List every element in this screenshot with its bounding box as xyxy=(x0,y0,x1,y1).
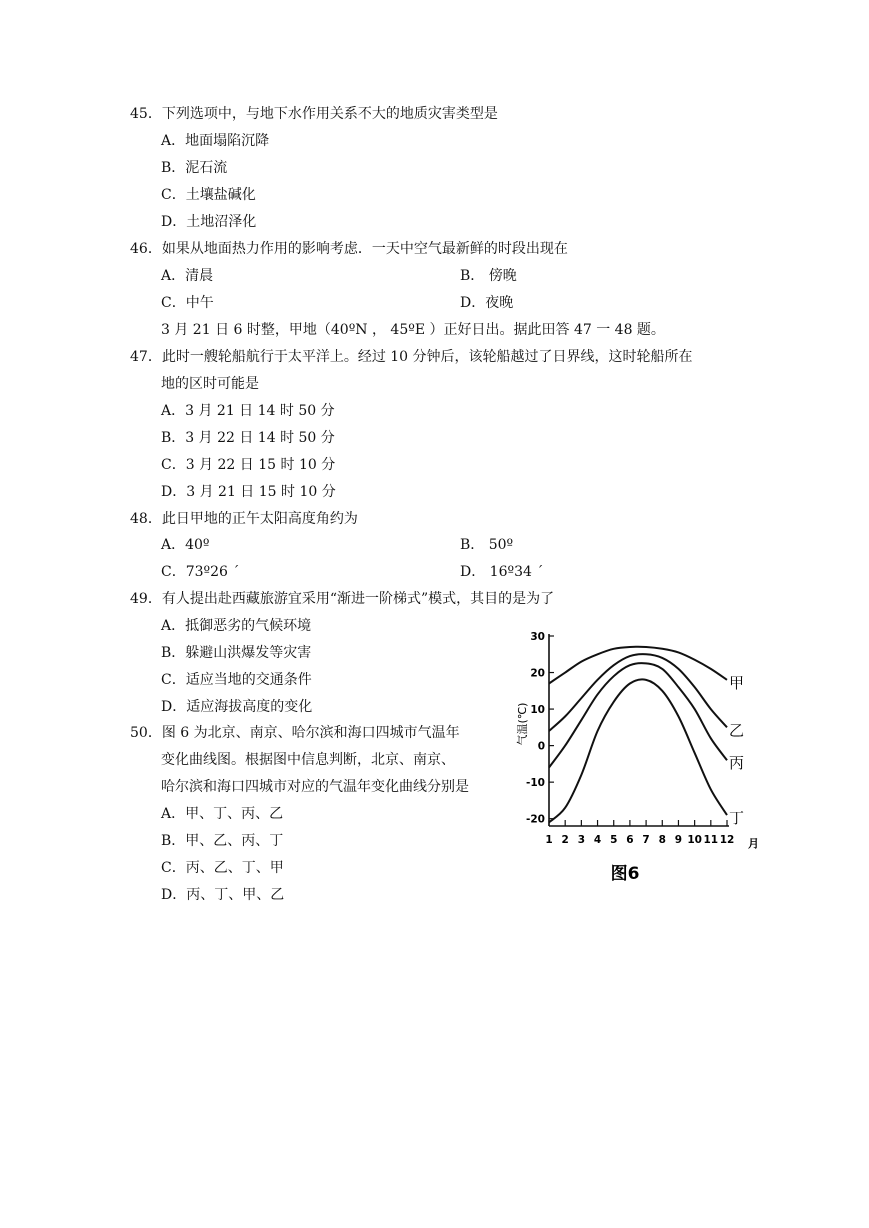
series-label-3: 丙 xyxy=(729,754,745,773)
x-tick-label: 12 xyxy=(719,834,735,846)
intro-47-48: 3 月 21 日 6 时整，甲地（40ºN ， 45ºE ）正好日出。据此田答 47 一 48 题。 xyxy=(161,322,665,338)
q45-option-d: D．土地沼泽化 xyxy=(161,214,257,230)
series-label-1: 甲 xyxy=(729,673,745,692)
x-tick-label: 5 xyxy=(610,834,618,846)
q50-option-a: A．甲、丁、丙、乙 xyxy=(161,806,284,822)
x-axis-unit: 月 xyxy=(748,837,759,850)
q46-stem: 46．如果从地面热力作用的影响考虑．一天中空气最新鲜的时段出现在 xyxy=(130,241,568,257)
q45-option-b: B．泥石流 xyxy=(161,160,228,176)
q46-option-d: D．夜晚 xyxy=(460,295,514,311)
y-axis-label: 气温(℃) xyxy=(516,702,529,746)
q46-option-b: B． 傍晚 xyxy=(460,268,517,284)
x-tick-label: 11 xyxy=(703,834,719,846)
q46-option-a: A．清晨 xyxy=(161,268,214,284)
x-tick-label: 6 xyxy=(626,834,634,846)
q47-option-d: D．3 月 21 日 15 时 10 分 xyxy=(161,484,336,500)
x-tick-label: 10 xyxy=(687,834,702,846)
series-label-2: 乙 xyxy=(729,721,745,740)
y-tick-label: 20 xyxy=(530,667,545,680)
q50-option-b: B．甲、乙、丙、丁 xyxy=(161,833,284,849)
chart-series xyxy=(549,647,744,827)
x-tick-label: 9 xyxy=(674,834,683,846)
x-tick-label: 4 xyxy=(593,834,602,846)
series-line-1 xyxy=(549,647,727,684)
series-label-4: 丁 xyxy=(729,809,745,828)
q45-option-a: A．地面塌陷沉降 xyxy=(161,133,270,149)
x-tick-label: 8 xyxy=(658,834,666,846)
q50-stem-line2: 变化曲线图。根据图中信息判断，北京、南京、 xyxy=(161,752,455,768)
q48-option-d: D． 16º34 ´ xyxy=(460,564,544,580)
y-tick-label: -10 xyxy=(526,777,545,790)
q50-option-d: D．丙、丁、甲、乙 xyxy=(161,887,285,903)
series-line-3 xyxy=(549,663,727,767)
y-tick-label: 0 xyxy=(537,740,545,753)
q47-option-c: C．3 月 22 日 15 时 10 分 xyxy=(161,457,336,473)
q50-stem-line1: 50．图 6 为北京、南京、哈尔滨和海口四城市气温年 xyxy=(130,725,460,741)
x-tick-label: 3 xyxy=(577,834,586,846)
q48-option-b: B． 50º xyxy=(460,537,514,553)
q49-option-a: A．抵御恶劣的气候环境 xyxy=(161,618,312,634)
y-tick-label: 30 xyxy=(530,631,545,643)
q50-stem-line3: 哈尔滨和海口四城市对应的气温年变化曲线分别是 xyxy=(161,779,469,795)
x-tick-label: 7 xyxy=(642,834,650,846)
q48-option-a: A．40º xyxy=(161,537,210,553)
q47-option-a: A．3 月 21 日 14 时 50 分 xyxy=(161,403,335,419)
y-tick-label: -20 xyxy=(526,813,545,826)
q47-stem-line1: 47．此时一艘轮船航行于太平洋上。经过 10 分钟后，该轮船越过了日界线，这时轮船所在 xyxy=(130,349,693,365)
q46-option-c: C．中午 xyxy=(161,295,214,311)
q47-option-b: B．3 月 22 日 14 时 50 分 xyxy=(161,430,335,446)
q49-option-b: B．躲避山洪爆发等灾害 xyxy=(161,645,312,661)
x-tick-label: 2 xyxy=(561,834,569,846)
q47-stem-line2: 地的区时可能是 xyxy=(161,376,259,392)
x-tick-label: 1 xyxy=(545,834,553,846)
chart-title: 图6 xyxy=(610,864,640,884)
q45-stem: 45．下列选项中，与地下水作用关系不大的地质灾害类型是 xyxy=(130,106,498,122)
q48-option-c: C．73º26 ´ xyxy=(161,564,240,580)
temperature-chart xyxy=(518,624,763,889)
y-tick-label: 10 xyxy=(530,704,545,717)
q50-option-c: C．丙、乙、丁、甲 xyxy=(161,860,284,876)
q48-stem: 48．此日甲地的正午太阳高度角约为 xyxy=(130,511,358,527)
q49-option-d: D．适应海拔高度的变化 xyxy=(161,699,313,715)
series-line-4 xyxy=(549,679,727,822)
q45-option-c: C．土壤盐碱化 xyxy=(161,187,256,203)
q49-stem: 49．有人提出赴西藏旅游宜采用“渐进一阶梯式”模式，其目的是为了 xyxy=(130,591,555,607)
q49-option-c: C．适应当地的交通条件 xyxy=(161,672,312,688)
